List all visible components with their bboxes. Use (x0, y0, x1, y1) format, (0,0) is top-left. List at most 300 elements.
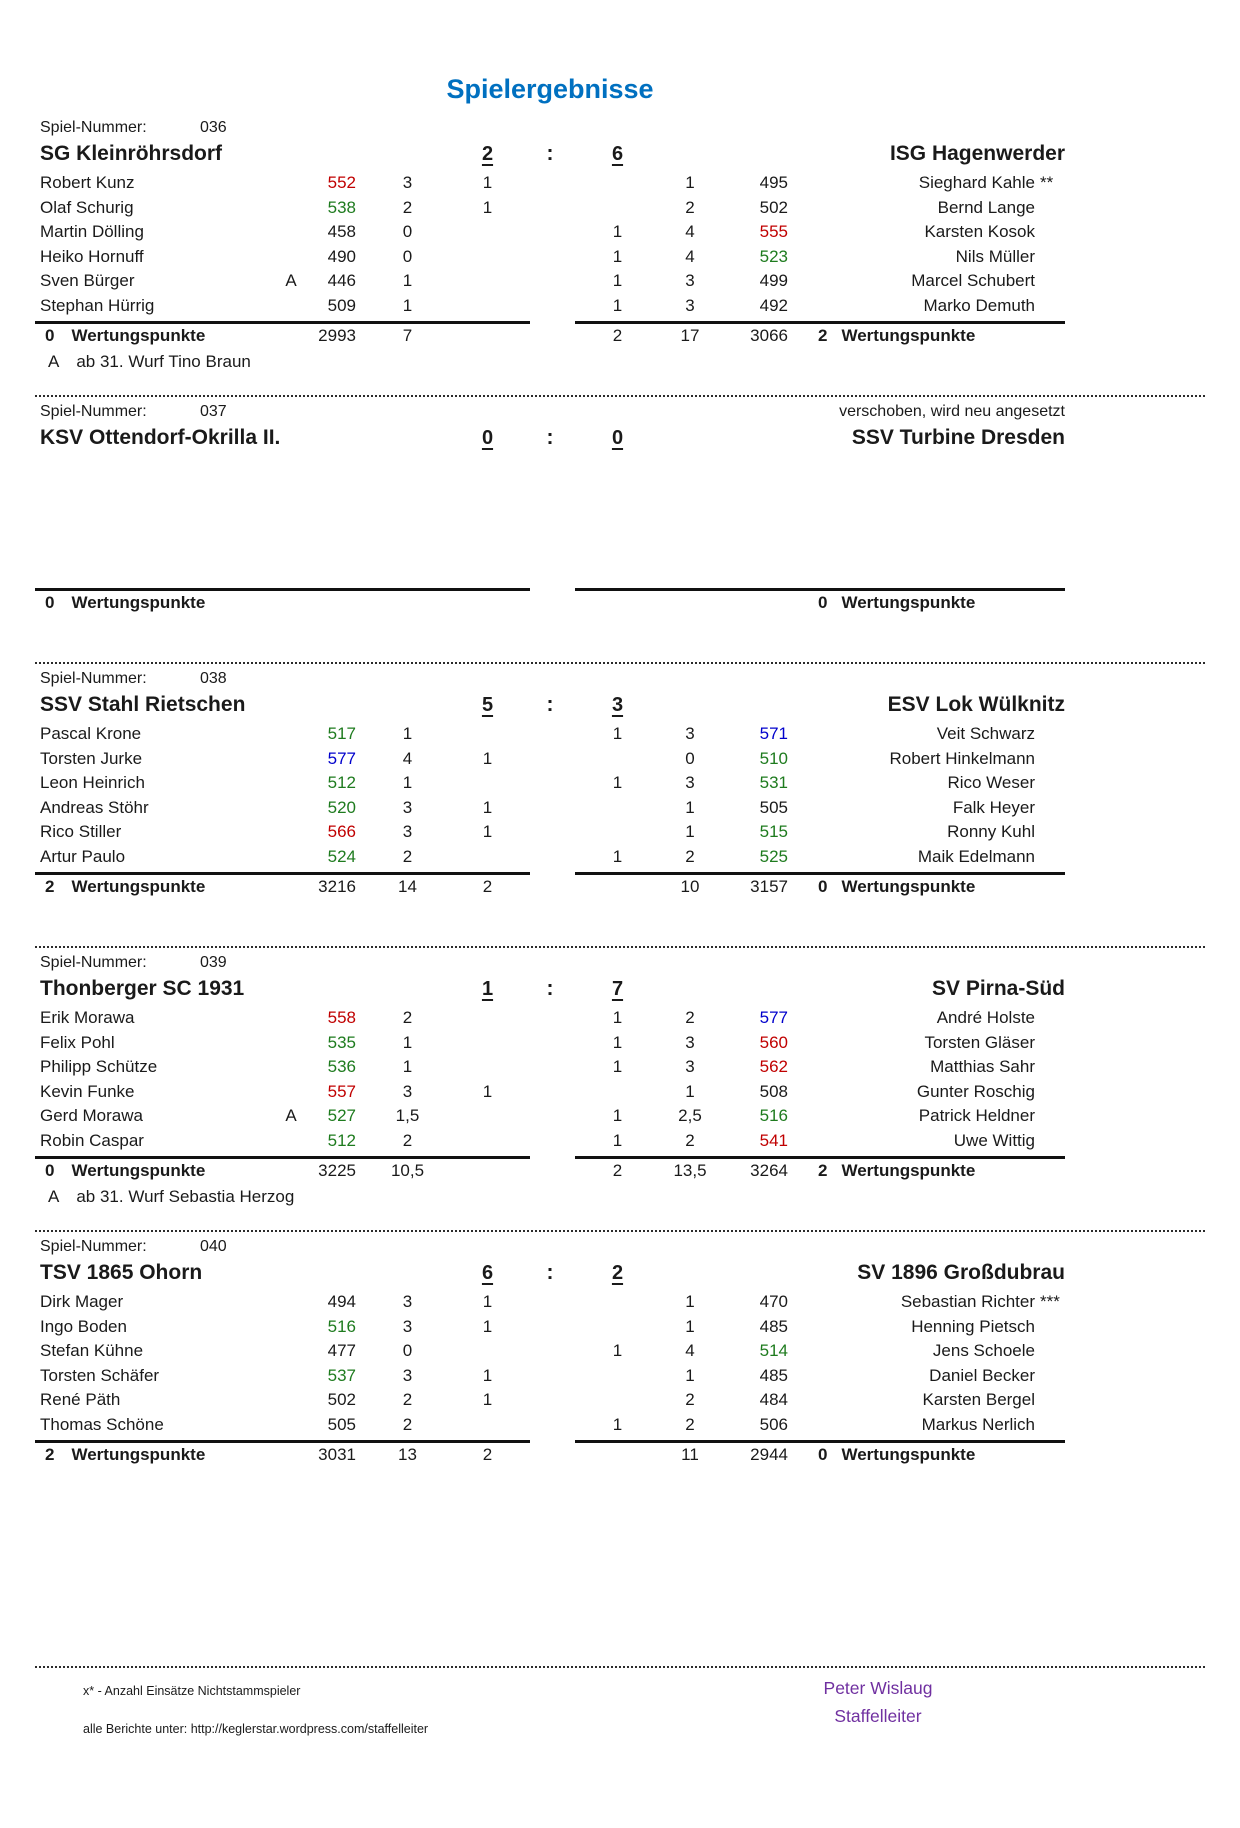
player-pins-away: 508 (759, 1081, 788, 1101)
player-name-away: Robert Hinkelmann (889, 748, 1035, 768)
match-block (35, 119, 1065, 375)
player-name-away: Daniel Becker (929, 1365, 1035, 1385)
home-wertungspunkte (35, 877, 307, 897)
player-pins-away: 523 (759, 246, 788, 266)
home-team-name: SG Kleinröhrsdorf (40, 142, 223, 165)
player-setpoints-away: 4 (685, 222, 695, 241)
away-team-name: ESV Lok Wülknitz (887, 693, 1065, 716)
spiel-nummer-value: 036 (200, 119, 227, 136)
player-pins-away: 555 (759, 222, 788, 241)
away-score: 6 (611, 143, 624, 165)
totals-rule-away (575, 1440, 1065, 1443)
player-name-home: Robert Kunz (40, 173, 135, 192)
player-setpoints-home: 0 (402, 222, 413, 241)
home-wp-value: 0 (45, 593, 55, 612)
match-block (35, 403, 1065, 642)
player-setpoints-home: 3 (402, 1081, 413, 1101)
totals-rule-home (35, 321, 530, 324)
player-marker-away: *** (1040, 1292, 1060, 1311)
player-matchpoint-away: 1 (612, 1008, 623, 1027)
away-wp-value: 2 (818, 326, 828, 345)
player-matchpoint-home: 1 (482, 1365, 493, 1385)
player-pins-home: 516 (327, 1316, 356, 1336)
home-total-pins: 3216 (318, 877, 356, 896)
player-setpoints-home: 1 (402, 271, 413, 290)
home-team-name: TSV 1865 Ohorn (40, 1261, 203, 1284)
player-pins-away: 516 (759, 1106, 788, 1125)
player-name-away: Gunter Roschig (916, 1081, 1035, 1101)
player-setpoints-away: 3 (685, 295, 695, 315)
away-score: 2 (611, 1262, 624, 1284)
away-wp-label: Wertungspunkte (841, 1445, 976, 1464)
footnote-row (35, 1187, 1065, 1210)
away-total-matchpoints: 2 (612, 1161, 623, 1180)
totals-rule-home (35, 872, 530, 875)
player-setpoints-away: 2 (685, 1130, 695, 1150)
home-team-name: SSV Stahl Rietschen (40, 693, 246, 716)
player-name-home: Robin Caspar (40, 1130, 144, 1150)
player-setpoints-away: 2 (685, 1414, 695, 1434)
player-matchpoint-home: 1 (482, 1390, 493, 1409)
player-name-home: Thomas Schöne (40, 1414, 164, 1434)
home-score: 1 (481, 978, 494, 1000)
player-setpoints-home: 3 (402, 822, 413, 841)
report-page (35, 74, 1065, 1736)
match-note: verschoben, wird neu angesetzt (839, 403, 1065, 420)
footnote-row (35, 619, 1065, 642)
player-matchpoint-home: 1 (482, 197, 493, 217)
spiel-nummer-label: Spiel-Nummer: (40, 954, 147, 971)
match-number-row (35, 954, 1065, 977)
totals-row (35, 591, 1065, 619)
away-wp-label: Wertungspunkte (841, 593, 976, 612)
team-row (35, 142, 1065, 173)
player-setpoints-away: 2,5 (678, 1106, 702, 1125)
player-pins-home: 520 (327, 797, 356, 817)
player-setpoints-away: 2 (685, 197, 695, 217)
player-setpoints-away: 1 (685, 1292, 695, 1311)
player-name-home: Heiko Hornuff (40, 246, 144, 266)
score-colon: : (546, 693, 554, 716)
player-marker-away: ** (1040, 173, 1054, 192)
away-wertungspunkte (790, 593, 1065, 613)
player-name-home: Erik Morawa (40, 1008, 135, 1027)
player-row (35, 724, 1065, 749)
player-pins-home: 509 (327, 295, 356, 315)
player-name-away: Veit Schwarz (936, 724, 1035, 743)
player-matchpoint-away: 1 (612, 246, 623, 266)
player-name-home: Stephan Hürrig (40, 295, 155, 315)
player-setpoints-home: 3 (402, 797, 413, 817)
home-wp-label: Wertungspunkte (71, 1161, 206, 1180)
totals-rule-away (575, 872, 1065, 875)
player-row (35, 1317, 1065, 1342)
player-name-away: Nils Müller (955, 246, 1035, 266)
player-pins-away: 492 (759, 295, 788, 315)
match-list (35, 119, 1065, 1494)
player-name-home: Sven Bürger (40, 271, 135, 290)
match-number-row (35, 670, 1065, 693)
away-wp-label: Wertungspunkte (841, 326, 976, 345)
home-wp-value: 0 (45, 326, 55, 345)
player-setpoints-away: 1 (685, 822, 695, 841)
player-pins-home: 535 (327, 1032, 356, 1052)
player-name-home: Gerd Morawa (40, 1106, 143, 1125)
player-row (35, 1106, 1065, 1131)
home-score: 6 (481, 1262, 494, 1284)
player-setpoints-away: 1 (685, 1316, 695, 1336)
player-matchpoint-away: 1 (612, 222, 623, 241)
totals-rule-home (35, 588, 530, 591)
player-name-home: Leon Heinrich (40, 773, 145, 792)
player-matchpoint-away: 1 (612, 271, 623, 290)
away-score: 7 (611, 978, 624, 1000)
away-score: 0 (611, 427, 624, 449)
player-setpoints-home: 2 (402, 1390, 413, 1409)
player-row (35, 1033, 1065, 1058)
player-row (35, 822, 1065, 847)
player-setpoints-away: 4 (685, 246, 695, 266)
home-total-matchpoints: 2 (482, 877, 493, 896)
player-name-home: Torsten Jurke (40, 748, 143, 768)
player-setpoints-home: 2 (402, 1130, 413, 1150)
home-team-name: Thonberger SC 1931 (40, 977, 245, 1000)
match-block (35, 670, 1065, 926)
match-number-row (35, 1238, 1065, 1261)
match-separator (35, 1230, 1205, 1232)
player-row (35, 1008, 1065, 1033)
player-setpoints-away: 3 (685, 1032, 695, 1052)
player-name-away: Torsten Gläser (924, 1032, 1035, 1052)
totals-rule-away (575, 588, 1065, 591)
away-wp-value: 0 (818, 593, 828, 612)
spiel-nummer-label: Spiel-Nummer: (40, 670, 147, 687)
away-score: 3 (611, 694, 624, 716)
player-matchpoint-away: 1 (612, 1130, 623, 1150)
player-pins-home: 577 (327, 748, 356, 768)
player-setpoints-home: 1,5 (395, 1106, 420, 1125)
player-name-away: Henning Pietsch (911, 1316, 1035, 1336)
player-rows (35, 724, 1065, 871)
player-pins-home: 536 (327, 1057, 356, 1076)
player-pins-home: 524 (327, 846, 356, 866)
footer-notes (83, 1668, 428, 1736)
away-wp-value: 0 (818, 1445, 828, 1464)
player-matchpoint-home: 1 (482, 1081, 493, 1101)
player-pins-home: 537 (327, 1365, 356, 1385)
match-separator (35, 946, 1205, 948)
totals-rule (35, 1440, 1065, 1443)
player-row (35, 1131, 1065, 1156)
home-wp-label: Wertungspunkte (71, 1445, 206, 1464)
player-rows (35, 1292, 1065, 1439)
footer-signature (771, 1668, 985, 1736)
player-matchpoint-away: 1 (612, 1341, 623, 1360)
player-pins-home: 558 (327, 1008, 356, 1027)
away-total-pins: 3264 (750, 1161, 788, 1180)
home-score: 0 (481, 427, 494, 449)
player-name-away: Markus Nerlich (921, 1414, 1035, 1434)
player-setpoints-home: 3 (402, 1316, 413, 1336)
player-row (35, 749, 1065, 774)
spiel-nummer-value: 039 (200, 954, 227, 971)
spiel-nummer-value: 040 (200, 1238, 227, 1255)
away-wp-value: 0 (818, 877, 828, 896)
home-total-setpoints: 10,5 (390, 1161, 425, 1180)
player-name-home: Martin Dölling (40, 222, 144, 241)
footnote-row (35, 1471, 1065, 1494)
player-setpoints-away: 2 (685, 1008, 695, 1027)
player-pins-away: 571 (759, 724, 788, 743)
totals-rule (35, 872, 1065, 875)
player-row (35, 222, 1065, 247)
match-block (35, 1238, 1065, 1494)
player-row (35, 773, 1065, 798)
home-total-pins: 3031 (318, 1445, 356, 1464)
player-matchpoint-home: 1 (482, 173, 493, 192)
player-pins-away: 485 (759, 1365, 788, 1385)
footnote-text: ab 31. Wurf Tino Braun (76, 352, 251, 371)
player-pins-home: 527 (327, 1106, 356, 1125)
player-matchpoint-home: 1 (482, 1316, 493, 1336)
player-pins-home: 505 (327, 1414, 356, 1434)
player-row (35, 1292, 1065, 1317)
home-score: 2 (481, 143, 494, 165)
footer-note-nonregular: x* - Anzahl Einsätze Nichtstammspieler (83, 1684, 301, 1698)
player-setpoints-away: 3 (685, 773, 695, 792)
home-wertungspunkte (35, 326, 307, 346)
player-name-away: Marcel Schubert (911, 271, 1035, 290)
player-row (35, 798, 1065, 823)
player-row (35, 1057, 1065, 1082)
player-setpoints-home: 1 (402, 295, 413, 315)
score-colon: : (546, 1261, 554, 1284)
player-matchpoint-away: 1 (612, 773, 623, 792)
player-pins-away: 562 (759, 1057, 788, 1076)
footnote-text: ab 31. Wurf Sebastia Herzog (76, 1187, 295, 1206)
home-total-setpoints: 7 (402, 326, 413, 345)
player-name-home: Torsten Schäfer (40, 1365, 160, 1385)
player-name-home: Dirk Mager (40, 1292, 124, 1311)
player-name-away: Jens Schoele (932, 1341, 1035, 1360)
away-wp-value: 2 (818, 1161, 828, 1180)
player-matchpoint-home: 1 (482, 1292, 493, 1311)
player-setpoints-home: 3 (402, 1292, 413, 1311)
home-total-matchpoints: 2 (482, 1445, 493, 1464)
player-name-home: Stefan Kühne (40, 1341, 144, 1360)
player-matchpoint-away: 1 (612, 724, 623, 743)
away-total-pins: 2944 (750, 1445, 788, 1464)
player-name-home: Philipp Schütze (40, 1057, 158, 1076)
player-pins-home: 458 (327, 222, 356, 241)
player-rows (35, 1008, 1065, 1155)
home-wp-value: 2 (45, 1445, 55, 1464)
away-total-matchpoints: 2 (612, 326, 623, 345)
player-pins-away: 502 (759, 197, 788, 217)
player-matchpoint-away: 1 (612, 1106, 623, 1125)
player-name-home: René Päth (40, 1390, 121, 1409)
player-row (35, 173, 1065, 198)
away-team-name: SV 1896 Großdubrau (857, 1261, 1065, 1284)
team-row (35, 693, 1065, 724)
away-total-setpoints: 11 (681, 1445, 699, 1464)
player-name-home: Rico Stiller (40, 822, 122, 841)
home-score: 5 (481, 694, 494, 716)
home-wp-value: 0 (45, 1161, 55, 1180)
score-colon: : (546, 142, 554, 165)
player-setpoints-home: 0 (402, 1341, 413, 1360)
match-separator (35, 395, 1205, 397)
player-name-away: Marko Demuth (923, 295, 1035, 315)
player-pins-home: 512 (327, 773, 356, 792)
player-row (35, 1390, 1065, 1415)
player-name-away: Rico Weser (947, 773, 1035, 792)
player-name-home: Ingo Boden (40, 1316, 127, 1336)
away-wp-label: Wertungspunkte (841, 1161, 976, 1180)
team-row (35, 1261, 1065, 1292)
player-name-home: Andreas Stöhr (40, 797, 149, 817)
totals-rule-home (35, 1440, 530, 1443)
player-name-away: Patrick Heldner (918, 1106, 1035, 1125)
player-matchpoint-home: 1 (482, 822, 493, 841)
match-number-row (35, 403, 1065, 426)
player-marker-home: A (285, 271, 297, 290)
player-setpoints-home: 3 (402, 1365, 413, 1385)
away-wertungspunkte (790, 877, 1065, 897)
player-rows (35, 173, 1065, 320)
away-total-setpoints: 17 (680, 326, 700, 345)
home-wp-label: Wertungspunkte (71, 326, 206, 345)
player-row (35, 198, 1065, 223)
player-name-away: Maik Edelmann (917, 846, 1035, 866)
player-pins-away: 577 (759, 1008, 788, 1027)
match-number-row (35, 119, 1065, 142)
player-pins-home: 517 (327, 724, 356, 743)
footnote-row (35, 903, 1065, 926)
home-wp-label: Wertungspunkte (71, 593, 206, 612)
score-colon: : (546, 426, 554, 449)
player-pins-away: 506 (759, 1414, 788, 1434)
away-wp-label: Wertungspunkte (841, 877, 976, 896)
player-pins-home: 494 (327, 1292, 356, 1311)
totals-row (35, 1443, 1065, 1471)
home-total-setpoints: 13 (398, 1445, 417, 1464)
player-setpoints-away: 3 (685, 271, 695, 290)
player-row (35, 296, 1065, 321)
player-pins-home: 538 (327, 197, 356, 217)
player-matchpoint-away: 1 (612, 1414, 623, 1434)
player-matchpoint-away: 1 (612, 1032, 623, 1052)
team-row (35, 977, 1065, 1008)
away-wertungspunkte (790, 1445, 1065, 1465)
away-team-name: ISG Hagenwerder (889, 142, 1065, 165)
score-colon: : (546, 977, 554, 1000)
player-setpoints-home: 2 (402, 846, 413, 866)
player-pins-home: 446 (327, 271, 356, 290)
home-total-pins: 3225 (318, 1161, 356, 1180)
home-wertungspunkte (35, 1445, 307, 1465)
player-pins-away: 514 (759, 1341, 788, 1360)
player-setpoints-home: 0 (402, 246, 413, 266)
player-name-home: Artur Paulo (40, 846, 126, 866)
player-setpoints-home: 4 (402, 748, 413, 768)
player-matchpoint-away: 1 (612, 295, 623, 315)
totals-row (35, 875, 1065, 903)
player-pins-home: 490 (327, 246, 356, 266)
player-name-away: André Holste (936, 1008, 1035, 1027)
player-name-home: Kevin Funke (40, 1081, 135, 1101)
player-setpoints-away: 3 (685, 724, 695, 743)
away-team-name: SV Pirna-Süd (931, 977, 1065, 1000)
player-setpoints-home: 2 (402, 197, 413, 217)
player-pins-away: 515 (759, 822, 788, 841)
spiel-nummer-label: Spiel-Nummer: (40, 403, 147, 420)
footnote-row (35, 352, 1065, 375)
player-setpoints-home: 2 (402, 1414, 413, 1434)
player-setpoints-away: 2 (685, 1390, 695, 1409)
spiel-nummer-value: 038 (200, 670, 227, 687)
totals-row (35, 1159, 1065, 1187)
player-row (35, 1366, 1065, 1391)
totals-rule-away (575, 321, 1065, 324)
player-pins-away: 499 (759, 271, 788, 290)
player-pins-home: 557 (327, 1081, 356, 1101)
player-pins-home: 552 (327, 173, 356, 192)
away-total-pins: 3066 (750, 326, 788, 345)
player-name-away: Karsten Bergel (922, 1390, 1035, 1409)
player-setpoints-away: 0 (685, 748, 695, 768)
player-setpoints-away: 4 (685, 1341, 695, 1360)
away-wertungspunkte (790, 1161, 1065, 1181)
home-wertungspunkte (35, 593, 307, 613)
footnote-marker: A (48, 352, 60, 371)
spiel-nummer-value: 037 (200, 403, 227, 420)
player-row (35, 247, 1065, 272)
home-team-name: KSV Ottendorf-Okrilla II. (40, 426, 281, 449)
home-total-setpoints: 14 (398, 877, 417, 896)
player-name-away: Matthias Sahr (930, 1057, 1035, 1076)
player-setpoints-away: 1 (685, 1081, 695, 1101)
player-pins-away: 525 (759, 846, 788, 866)
player-setpoints-home: 2 (402, 1008, 413, 1027)
totals-rule-home (35, 1156, 530, 1159)
team-row (35, 426, 1065, 457)
player-matchpoint-away: 1 (612, 1057, 623, 1076)
away-wertungspunkte (790, 326, 1065, 346)
player-name-away: Bernd Lange (937, 197, 1035, 217)
player-row (35, 1341, 1065, 1366)
player-pins-away: 495 (759, 173, 788, 192)
player-row (35, 1415, 1065, 1440)
spiel-nummer-label: Spiel-Nummer: (40, 1238, 147, 1255)
player-name-away: Sieghard Kahle (918, 173, 1035, 192)
player-matchpoint-away: 1 (612, 846, 623, 866)
player-pins-home: 502 (327, 1390, 356, 1409)
footer-note-reports-url: alle Berichte unter: http://keglerstar.wordpress.com/staffelleiter (83, 1722, 429, 1736)
player-row (35, 847, 1065, 872)
totals-rule (35, 1156, 1065, 1159)
player-setpoints-away: 1 (685, 797, 695, 817)
away-team-name: SSV Turbine Dresden (851, 426, 1065, 449)
player-row (35, 1082, 1065, 1107)
footnote-marker: A (48, 1187, 60, 1206)
player-pins-home: 566 (327, 822, 356, 841)
totals-row (35, 324, 1065, 352)
player-name-away: Karsten Kosok (924, 222, 1035, 241)
player-setpoints-away: 3 (685, 1057, 695, 1076)
player-pins-away: 510 (759, 748, 788, 768)
player-pins-home: 512 (327, 1130, 356, 1150)
